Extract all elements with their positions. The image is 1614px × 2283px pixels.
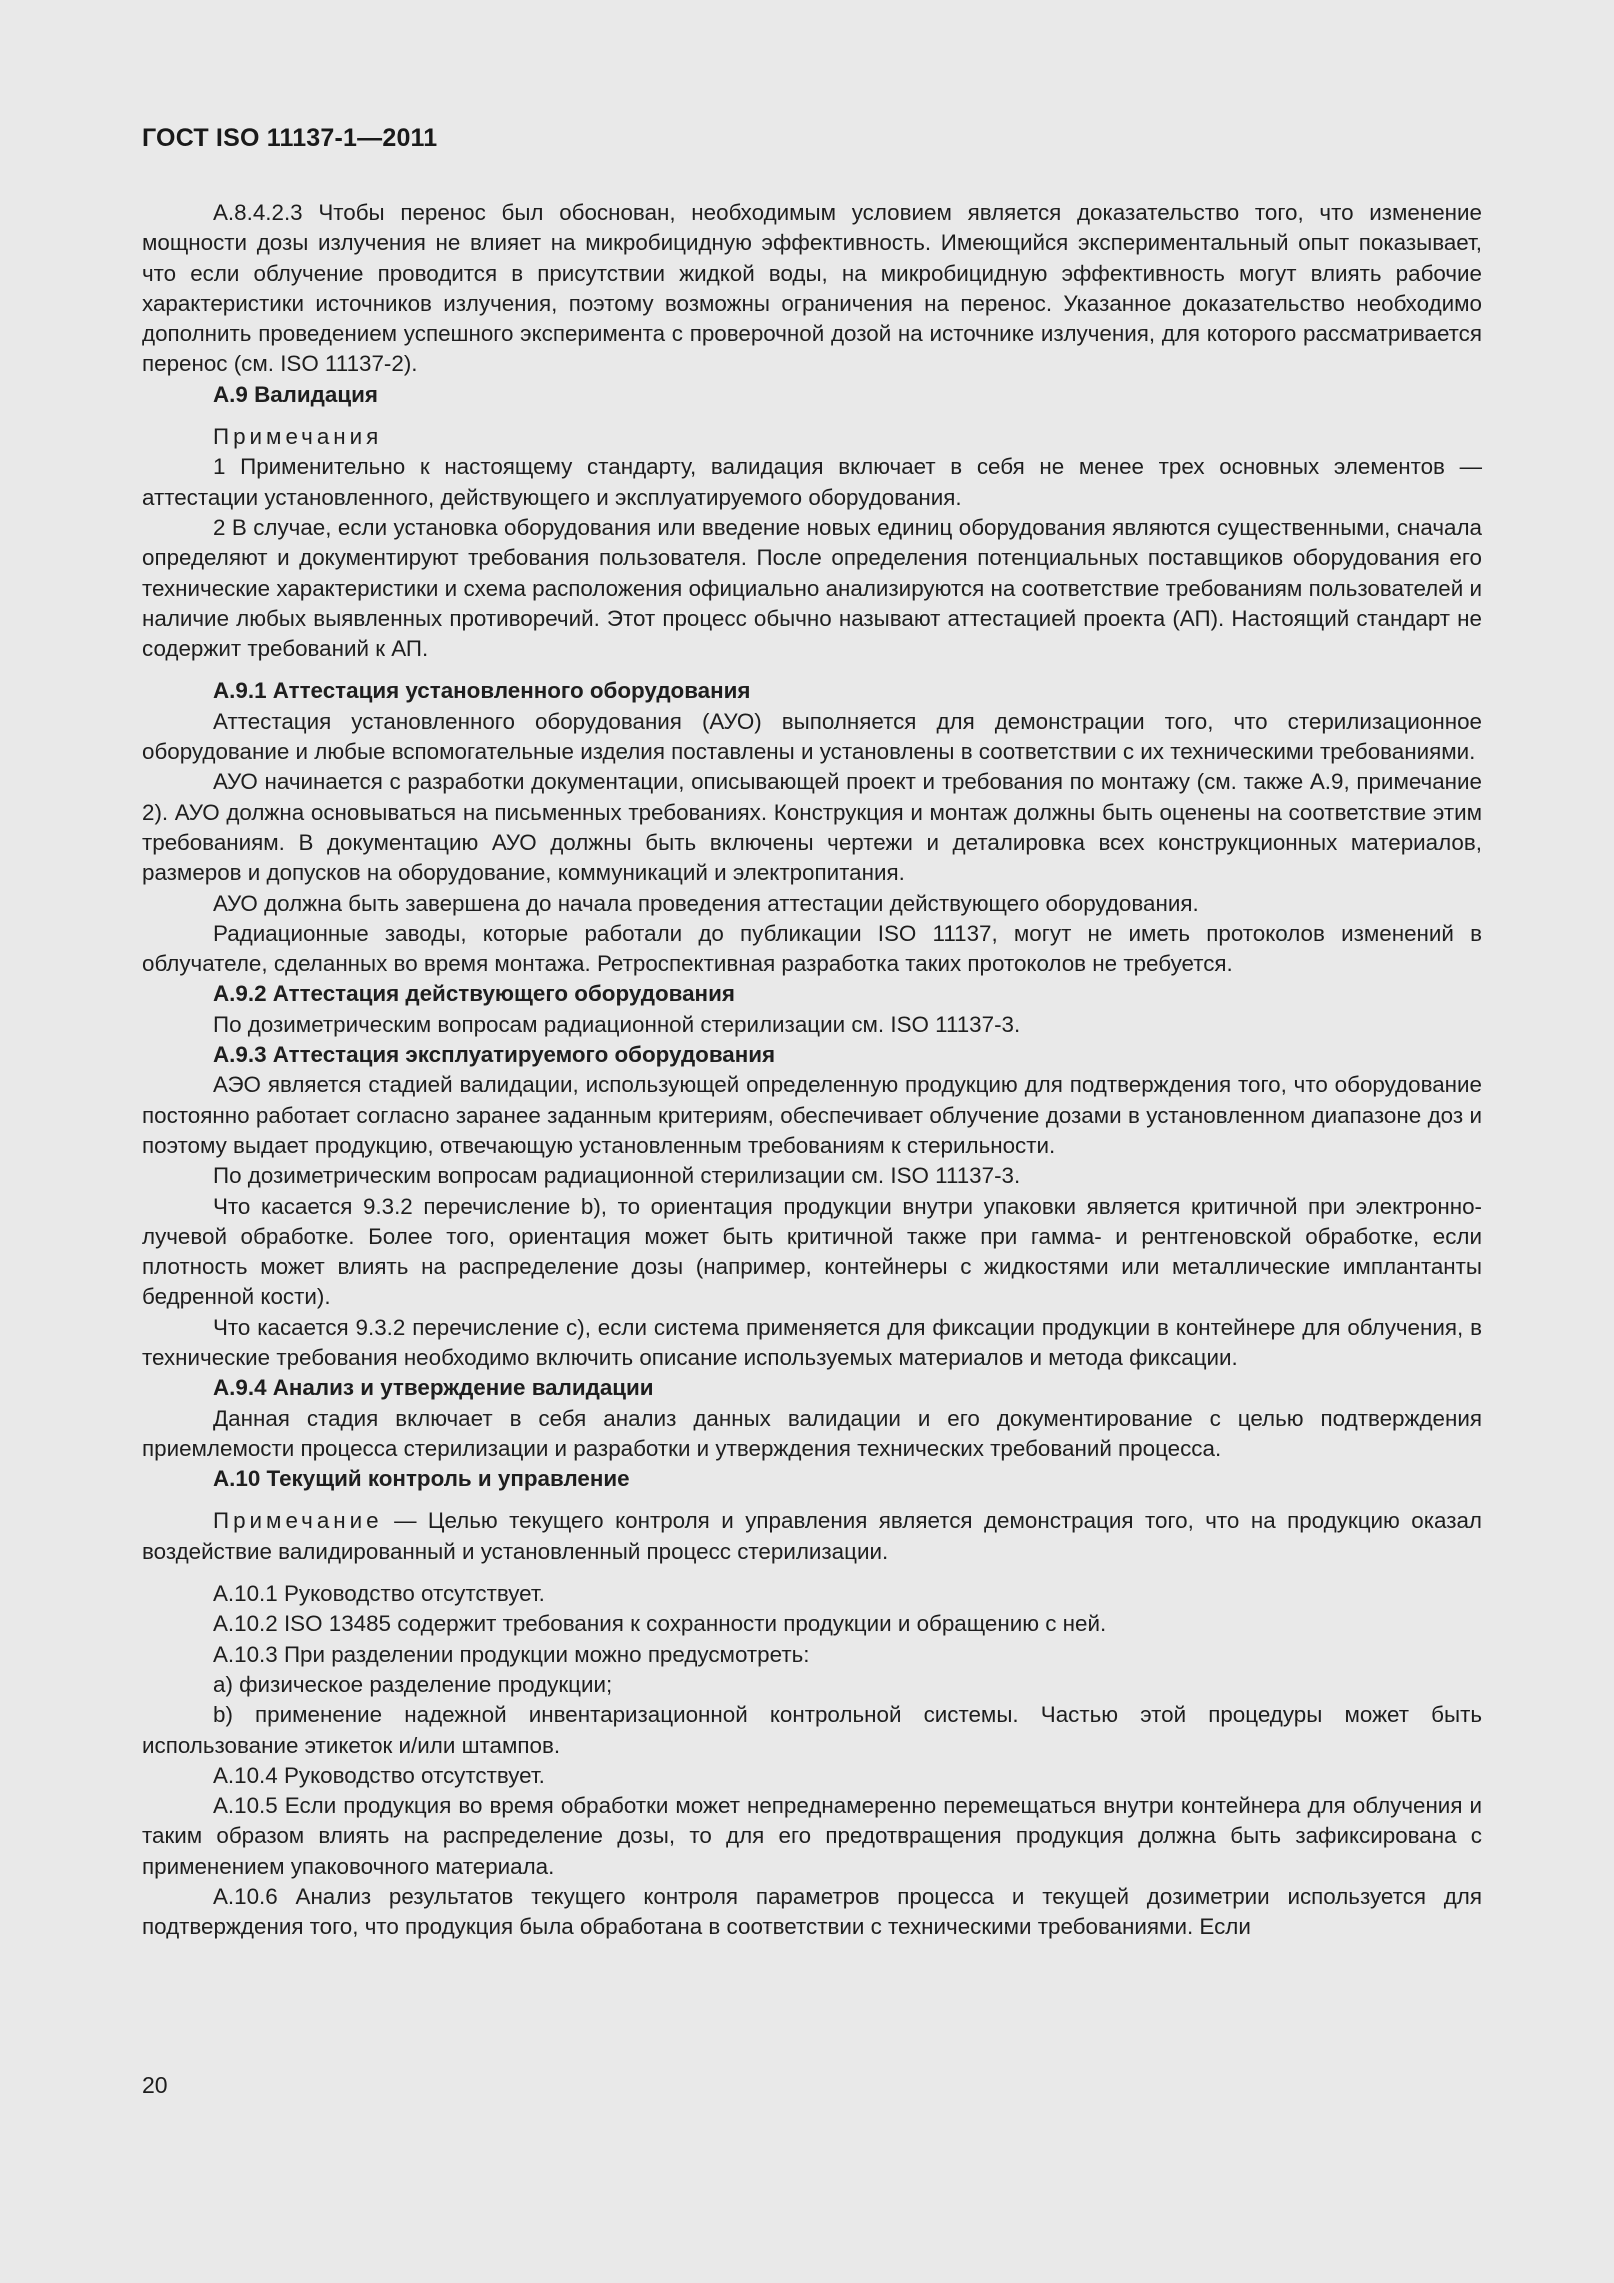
paragraph: АУО начинается с разработки документации, описывающей проект и требования по монтажу (см. также А.9, примечание 2). АУО должна основываться на письменных требованиях. Конструкция и монтаж должны быть оценены на соответствие этим требованиям. В документацию АУО должны быть включены чертежи и деталировка всех конструкционных материалов, размеров и допусков на оборудование, коммуникаций и электропитания. — [142, 769, 1482, 886]
paragraph: По дозиметрическим вопросам радиационной стерилизации см. ISO 11137-3. — [213, 1163, 1021, 1189]
section-heading-a-9: А.9 Валидация — [213, 381, 378, 407]
paragraph: Что касается 9.3.2 перечисление с), если система применяется для фиксации продукции в контейнере для облучения, в технические требования необходимо включить описание используемых материалов и метода фиксации. — [142, 1314, 1482, 1370]
note-1: 1 Применительно к настоящему стандарту, валидация включает в себя не менее трех основных элементов — аттестации установленного, действующего и эксплуатируемого оборудования. — [142, 454, 1482, 510]
paragraph: Что касается 9.3.2 перечисление b), то ориентация продукции внутри упаковки является критичной при электронно-лучевой обработке. Более того, ориентация может быть критичной также при гамма- и рентгеновской обработке, если плотность может влиять на распределение дозы (например, контейнеры с жидкостями или металлические имплантанты бедренной кости). — [142, 1193, 1482, 1310]
paragraph: Радиационные заводы, которые работали до публикации ISO 11137, могут не иметь протоколов изменений в облучателе, сделанных во время монтажа. Ретроспективная разработка таких протоколов не требуется. — [142, 920, 1482, 977]
section-heading-a-9-4: А.9.4 Анализ и утверждение валидации — [213, 1375, 654, 1401]
note-text: — Целью текущего контроля и управления является демонстрация того, что на продукцию оказал воздействие валидированный и установленный процесс стерилизации. — [142, 1508, 1482, 1564]
paragraph-a-8-4-2-3: А.8.4.2.3 Чтобы перенос был обоснован, необходимым условием является доказательство того, что изменение мощности дозы излучения не влияет на микробицидную эффективность. Имеющийся экспериментальный опыт показывает, что если облучение проводится в присутствии жидкой воды, на микробицидную эффективность могут влиять рабочие характеристики источников излучения, поэтому возможны ограничения на перенос. Указанное доказательство необходимо дополнить проведением успешного эксперимента с проверочной дозой на источнике излучения, для которого рассматривается перенос (см. ISO 11137-2). — [142, 200, 1482, 377]
paragraph-a-10-3: А.10.3 При разделении продукции можно предусмотреть: — [213, 1641, 810, 1667]
paragraph-a-10-6: А.10.6 Анализ результатов текущего контроля параметров процесса и текущей дозиметрии используется для подтверждения того, что продукция была обработана в соответствии с техническими требованиями. Если — [142, 1884, 1482, 1940]
section-heading-a-9-2: А.9.2 Аттестация действующего оборудования — [213, 981, 735, 1007]
paragraph: Аттестация установленного оборудования (АУО) выполняется для демонстрации того, что стерилизационное оборудование и любые вспомогательные изделия поставлены и установлены в соответствии с их техническими требованиями. — [142, 708, 1482, 765]
note-label: Примечание — [213, 1508, 383, 1534]
section-heading-a-10: А.10 Текущий контроль и управление — [213, 1466, 630, 1492]
section-heading-a-9-1: А.9.1 Аттестация установленного оборудования — [213, 678, 751, 704]
paragraph: АЭО является стадией валидации, использующей определенную продукцию для подтверждения того, что оборудование постоянно работает согласно заранее заданным критериям, обеспечивает облучение дозами в установленном диапазоне доз и поэтому выдает продукцию, отвечающую установленным требованиям к стерильности. — [142, 1072, 1482, 1158]
paragraph-a-10-4: А.10.4 Руководство отсутствует. — [213, 1762, 545, 1788]
page-number: 20 — [142, 2072, 168, 2098]
paragraph-a-10-1: А.10.1 Руководство отсутствует. — [213, 1581, 545, 1607]
list-item-a: a) физическое разделение продукции; — [213, 1671, 613, 1697]
section-heading-a-9-3: А.9.3 Аттестация эксплуатируемого оборудования — [213, 1042, 776, 1068]
paragraph-a-10-5: А.10.5 Если продукция во время обработки может непреднамеренно перемещаться внутри контейнера для облучения и таким образом влиять на распределение дозы, то для его предотвращения продукция должна быть зафиксирована с применением упаковочного материала. — [142, 1793, 1482, 1879]
paragraph: АУО должна быть завершена до начала проведения аттестации действующего оборудования. — [213, 890, 1199, 916]
note-2: 2 В случае, если установка оборудования или введение новых единиц оборудования являются существенными, сначала определяют и документируют требования пользователя. После определения потенциальных поставщиков оборудования его технические характеристики и схема расположения официально анализируются на соответствие требованиям пользователей и наличие любых выявленных противоречий. Этот процесс обычно называют аттестацией проекта (АП). Настоящий стандарт не содержит требований к АП. — [142, 514, 1482, 662]
standard-header: ГОСТ ISO 11137-1—2011 — [142, 124, 438, 152]
paragraph: По дозиметрическим вопросам радиационной стерилизации см. ISO 11137-3. — [213, 1011, 1021, 1037]
document-body — [142, 198, 1482, 1943]
note-a-10 — [142, 1506, 1482, 1567]
list-item-b: b) применение надежной инвентаризационной контрольной системы. Частью этой процедуры может быть использование этикеток и/или штампов. — [142, 1702, 1482, 1758]
notes-label: Примечания — [213, 424, 383, 450]
paragraph: Данная стадия включает в себя анализ данных валидации и его документирование с целью подтверждения приемлемости процесса стерилизации и разработки и утверждения технических требований процесса. — [142, 1405, 1482, 1461]
paragraph-a-10-2: А.10.2 ISO 13485 содержит требования к сохранности продукции и обращению с ней. — [213, 1611, 1107, 1637]
